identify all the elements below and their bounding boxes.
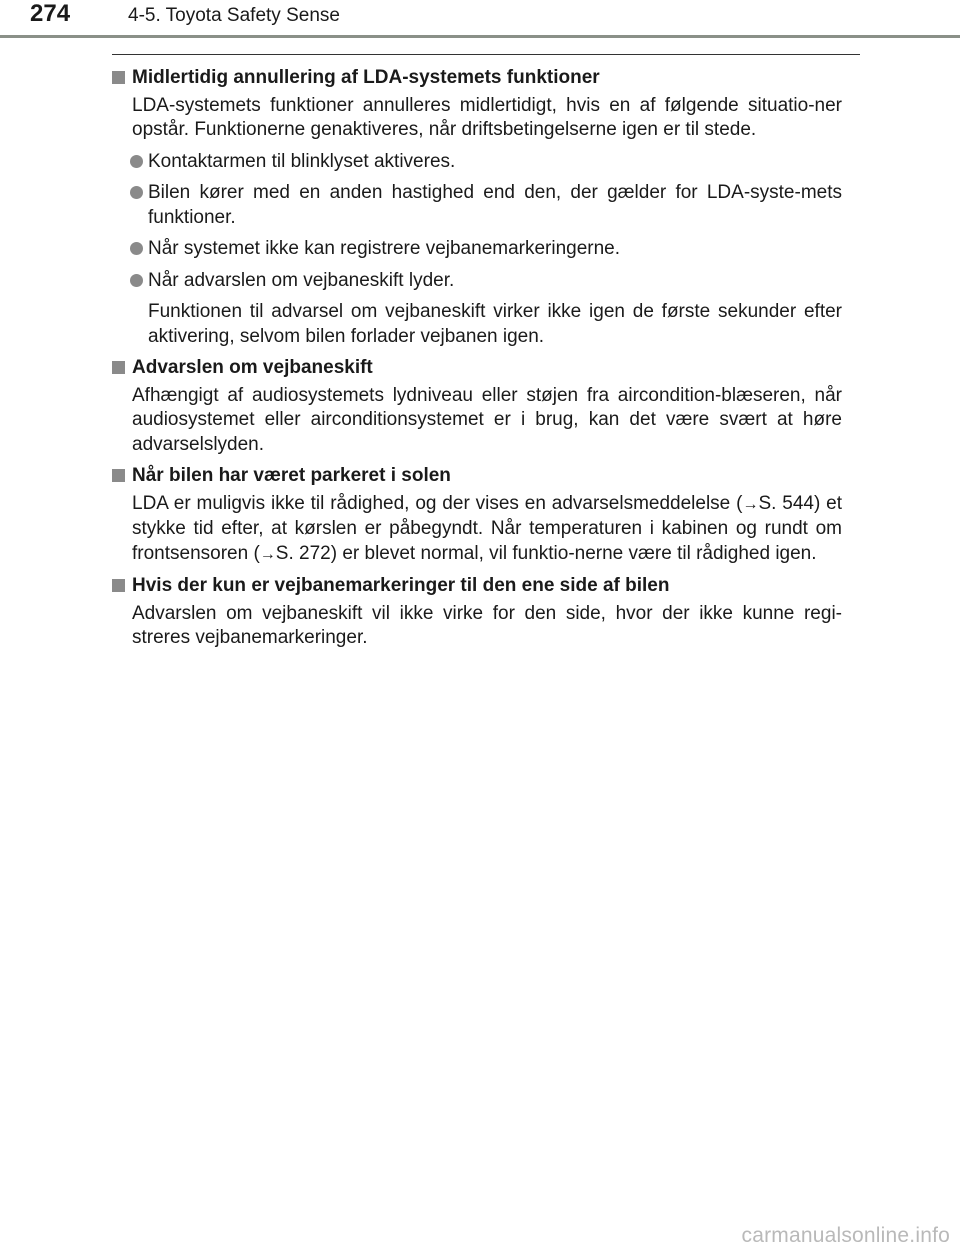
round-bullet-icon (130, 155, 143, 168)
page-reference[interactable]: →S. 272 (259, 542, 331, 564)
section-heading: Midlertidig annullering af LDA-systemets funktioner (112, 66, 842, 91)
section-heading: Advarslen om vejbaneskift (112, 356, 842, 381)
round-bullet-icon (130, 274, 143, 287)
section-body: LDA er muligvis ikke til rådighed, og der vises en advarselsmeddelelse (→S. 544) et stykke tid efter, at kørslen er påbegyndt. Når temperaturen i kabinen og rundt om frontsensoren (→S. 272) er blevet normal, vil funktio-nerne være til rådighed igen. (132, 492, 842, 564)
square-bullet-icon (112, 469, 125, 482)
section-body: Advarslen om vejbaneskift vil ikke virke for den side, hvor der ikke kunne regi-streres vejbanemarkeringer. (132, 602, 842, 648)
section-heading: Hvis der kun er vejbanemarkeringer til den ene side af bilen (112, 574, 842, 599)
content (112, 66, 842, 658)
list-item: Når systemet ikke kan registrere vejbanemarkeringerne. (112, 237, 842, 262)
round-bullet-icon (130, 186, 143, 199)
content-top-rule (112, 54, 860, 55)
square-bullet-icon (112, 71, 125, 84)
arrow-right-icon: → (742, 495, 759, 513)
arrow-right-icon: → (259, 545, 276, 563)
list-item: Når advarslen om vejbaneskift lyder. (112, 269, 842, 294)
list-item: Kontaktarmen til blinklyset aktiveres. (112, 150, 842, 175)
page-number: 274 (30, 0, 71, 27)
section-heading: Når bilen har været parkeret i solen (112, 464, 842, 489)
section-lda-cancel (112, 66, 842, 349)
square-bullet-icon (112, 579, 125, 592)
section-parked-sun (112, 464, 842, 567)
section-one-side-markings (112, 574, 842, 651)
list-item: Bilen kører med en anden hastighed end den, der gælder for LDA-syste-mets funktioner. (112, 181, 842, 230)
header-rule (0, 35, 960, 38)
page-reference[interactable]: →S. 544 (742, 492, 814, 514)
page-header (0, 0, 960, 40)
watermark: carmanualsonline.info (741, 1224, 950, 1247)
section-body: Afhængigt af audiosystemets lydniveau eller støjen fra aircondition-blæseren, når audiosystemet eller airconditionsystemet er i brug, kan det være svært at høre advarselslyden. (132, 384, 842, 455)
bullet-note: Funktionen til advarsel om vejbaneskift virker ikke igen de første sekunder efter aktivering, selvom bilen forlader vejbanen igen. (148, 301, 842, 347)
section-lane-warning (112, 356, 842, 457)
section-title: 4-5. Toyota Safety Sense (128, 5, 340, 26)
section-intro: LDA-systemets funktioner annulleres midlertidigt, hvis en af følgende situatio-ner opstår. Funktionerne genaktiveres, når driftsbetingelserne igen er til stede. (132, 94, 842, 140)
round-bullet-icon (130, 242, 143, 255)
square-bullet-icon (112, 361, 125, 374)
